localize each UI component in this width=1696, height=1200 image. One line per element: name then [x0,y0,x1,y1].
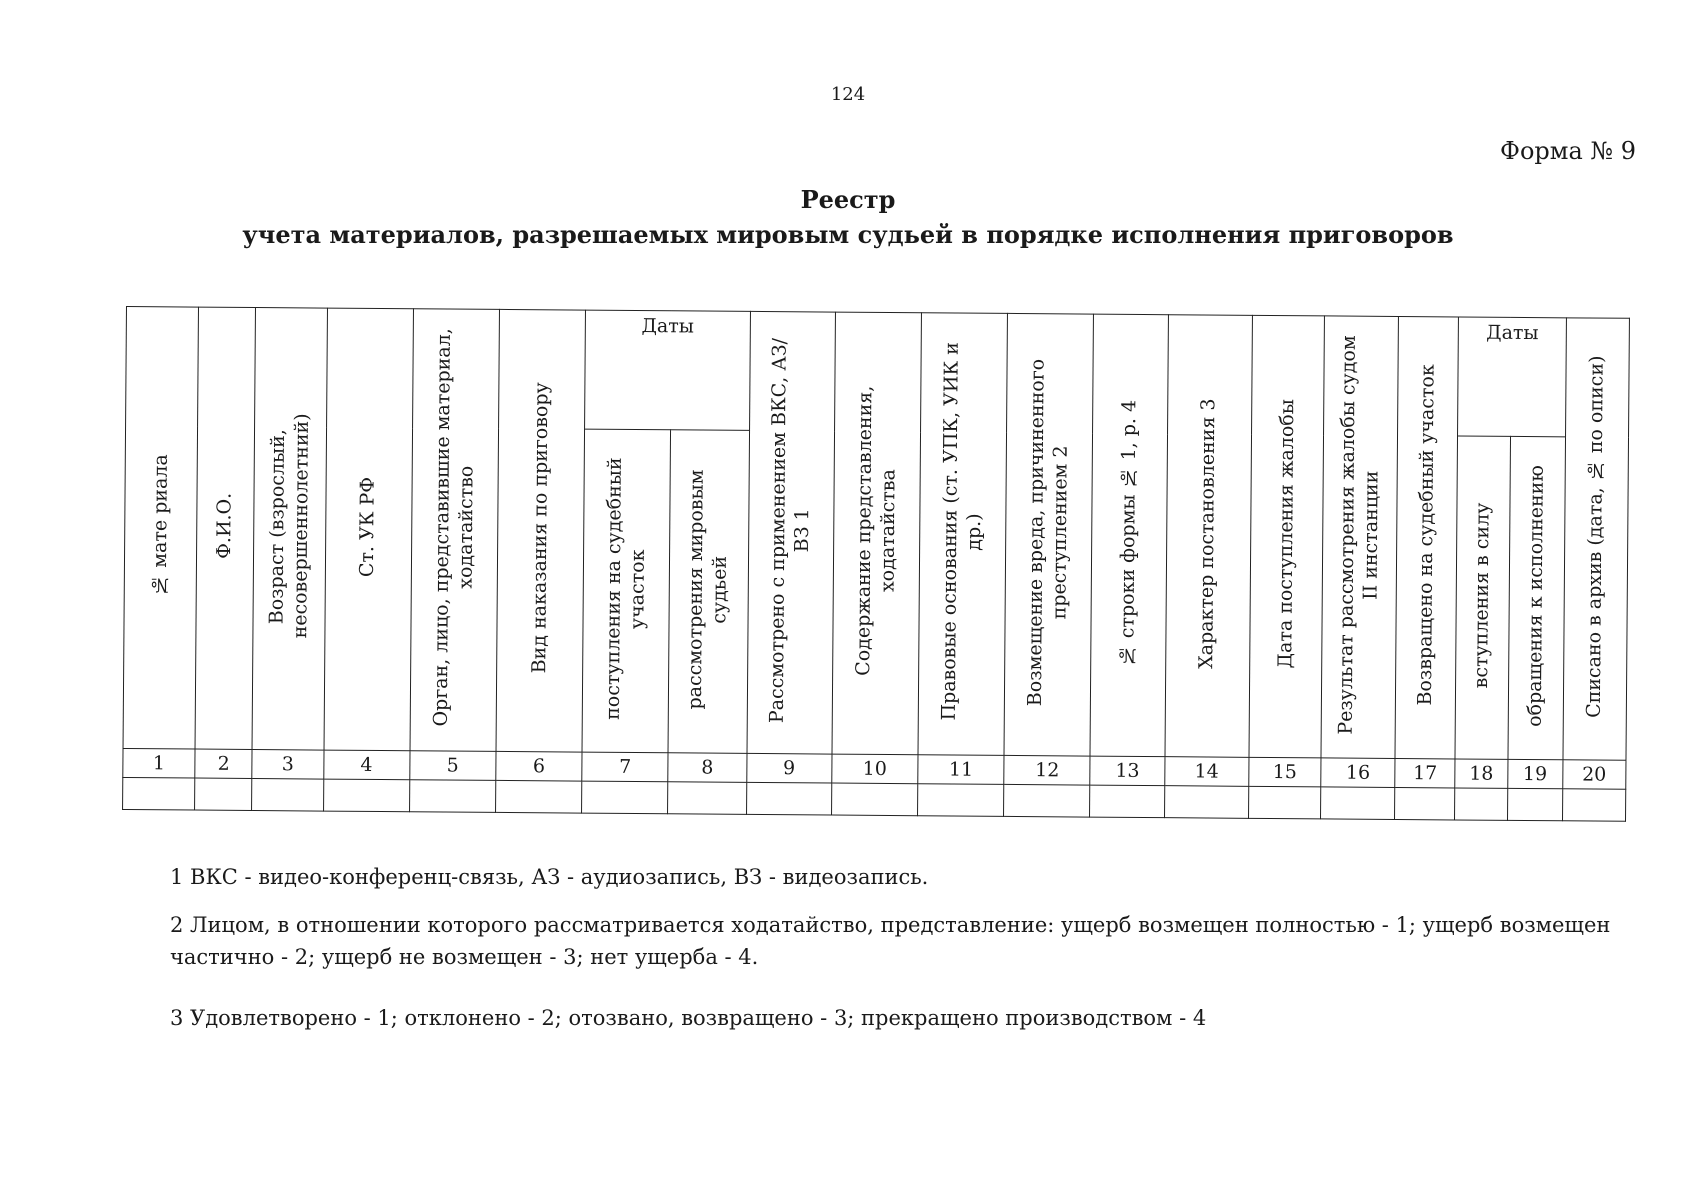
header-group-dates-1: Даты [585,310,750,430]
column-number: 7 [582,752,668,782]
column-number: 12 [1004,755,1090,785]
page-number: 124 [830,84,866,105]
header-cell-sentence-type: Вид наказания по приговору [496,309,586,752]
header-cell-complaint-date: Дата поступления жалобы [1249,315,1325,757]
header-cell-age: Возраст (взрослый, несовершеннолетний) [252,308,327,750]
form-number: Форма № 9 [1500,137,1636,165]
header-cell-petition-content: Содержание представления, ходатайства [832,312,922,755]
column-number: 5 [410,751,496,781]
footnote-3: 3 Удовлетворено - 1; отклонено - 2; отозвано, возвращено - 3; прекращено производством - 4 [170,1006,1207,1030]
header-cell-submitting-body: Орган, лицо, представившие материал, ходатайство [410,309,500,752]
header-cell-criminal-code-article: Ст. УК РФ [324,308,414,751]
empty-cell [1164,786,1248,818]
column-number: 2 [195,749,252,779]
header-row [126,307,1630,438]
column-number: 3 [252,749,323,779]
column-number: 6 [496,751,582,781]
column-number: 9 [746,753,831,783]
column-number: 1 [123,748,195,778]
footnote-1: 1 ВКС - видео-конференц-связь, АЗ - аудиозапись, ВЗ - видеозапись. [170,865,929,889]
column-number: 16 [1321,758,1395,788]
empty-cell [1395,788,1455,820]
empty-cell [1562,789,1626,821]
column-number: 19 [1507,759,1562,789]
header-cell-legal-grounds: Правовые основания (ст. УПК, УИК и др.) [918,313,1008,756]
column-number: 14 [1164,757,1248,787]
header-cell-full-name: Ф.И.О. [195,307,256,749]
header-cell-ruling-nature: Характер постановления 3 [1165,315,1253,758]
column-number: 11 [918,755,1004,785]
empty-cell [495,781,581,813]
header-cell-material-number: № мате риала [123,307,199,749]
empty-cell [831,783,917,815]
empty-cell [1507,789,1562,821]
empty-cell [252,779,323,811]
header-group-dates-2: Даты [1458,317,1566,437]
header-cell-effective-date: вступления в силу [1455,436,1510,759]
header-cell-form-row-number: № строки формы № 1, р. 4 [1090,314,1168,756]
column-number: 20 [1562,760,1626,790]
header-cell-receipt-date: поступления на судебный участок [582,429,671,752]
empty-cell [1248,787,1320,819]
header-cell-vks-az-vz: Рассмотрено с применением ВКС, АЗ/ВЗ 1 [747,311,836,754]
document-title: Реестр [800,185,896,214]
footnote-2: 2 Лицом, в отношении которого рассматривается ходатайство, представление: ущерб возмещен полностью - 1; ущерб возмещен частично - 2; ущерб не возмещен - 3; нет ущерба - 4. [170,913,1611,969]
column-number: 17 [1395,758,1455,788]
column-number: 13 [1090,756,1164,786]
header-cell-review-date: рассмотрения мировым судьей [668,430,749,753]
empty-cell [1321,787,1395,819]
column-number: 4 [323,750,409,780]
header-cell-archived: Списано в архив (дата, № по описи) [1563,318,1630,760]
header-cell-returned-to-court: Возвращено на судебный участок [1395,316,1459,758]
empty-cell [918,784,1004,816]
column-number: 18 [1455,759,1507,789]
column-number: 10 [832,754,918,784]
empty-cell [582,782,668,814]
empty-cell [1090,785,1164,817]
header-cell-appeal-result: Результат рассмотрения жалобы судом II инстанции [1321,316,1399,758]
empty-cell [409,780,495,812]
empty-cell [746,783,831,815]
empty-cell [323,779,409,811]
document-subtitle: учета материалов, разрешаемых мировым судьей в порядке исполнения приговоров [242,220,1454,249]
empty-cell [123,778,195,810]
header-cell-execution-date: обращения к исполнению [1508,436,1566,759]
registry-table [122,306,1630,822]
column-number: 8 [668,753,746,783]
empty-cell [1004,785,1090,817]
header-cell-damage-compensation: Возмещение вреда, причиненного преступлением 2 [1004,313,1094,756]
column-number: 15 [1249,757,1321,787]
empty-cell [195,778,252,810]
empty-cell [668,782,746,814]
empty-cell [1455,788,1507,820]
